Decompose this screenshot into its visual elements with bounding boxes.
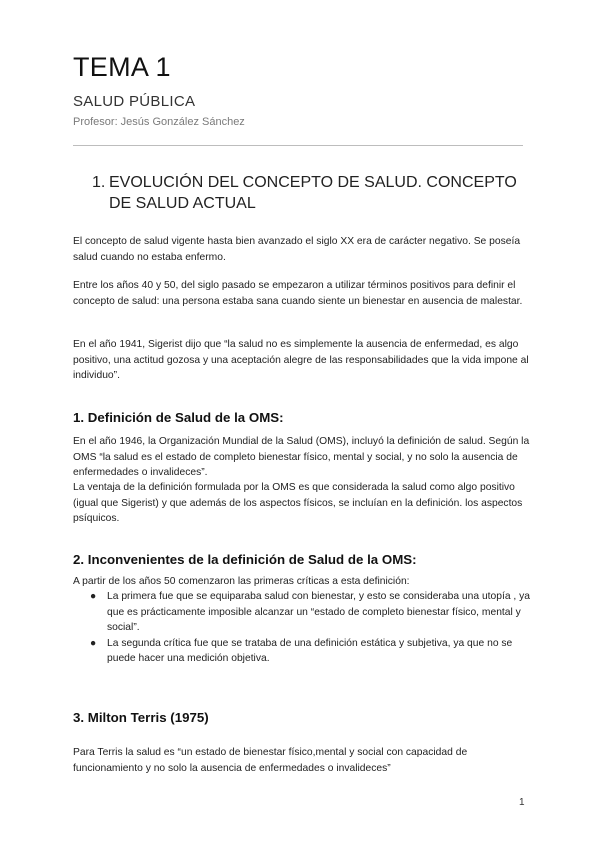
section-heading xyxy=(92,172,542,214)
criticism-list xyxy=(73,589,535,667)
oms-definition-paragraph-2: La ventaja de la definición formulada por la OMS es que considerada la salud como algo positivo (igual que Sigerist) y que además de los aspectos físicos, se incluían en la definición. los aspectos psíquicos. xyxy=(73,482,523,524)
intro-paragraph-3: En el año 1941, Sigerist dijo que “la salud no es simplemente la ausencia de enfermedad, es algo positivo, una actitud gozosa y una aceptación alegre de las responsabilidades que la vida impone al individuo”. xyxy=(73,339,529,381)
page-subtitle: SALUD PÚBLICA xyxy=(73,93,196,110)
header-divider xyxy=(73,145,523,146)
terris-heading: 3. Milton Terris (1975) xyxy=(73,710,209,725)
list-item xyxy=(73,636,535,667)
oms-drawbacks-intro: A partir de los años 50 comenzaron las primeras críticas a esta definición: xyxy=(73,576,410,587)
terris-paragraph: Para Terris la salud es “un estado de bienestar físico,mental y social con capacidad de funcionamiento y no solo la ausencia de enfermedades o invalideces” xyxy=(73,747,468,774)
list-item-text: La primera fue que se equiparaba salud con bienestar, y esto se consideraba una utopía , ya que es prácticamente imposible alcanzar un “estado de completo bienestar físico, mental y social”. xyxy=(107,591,531,633)
oms-definition-paragraph-1: En el año 1946, la Organización Mundial de la Salud (OMS), incluyó la definición de salud. Según la OMS “la salud es el estado de completo bienestar físico, mental y social, y no solo la ausencia de enfermedades o invalideces”. xyxy=(73,436,530,478)
intro-paragraph-1: El concepto de salud vigente hasta bien avanzado el siglo XX era de carácter negativo. Se poseía salud cuando no estaba enfermo. xyxy=(73,236,521,263)
section-title: EVOLUCIÓN DEL CONCEPTO DE SALUD. CONCEPTO DE SALUD ACTUAL xyxy=(109,174,517,212)
professor-line: Profesor: Jesús González Sánchez xyxy=(73,116,245,128)
page-title: TEMA 1 xyxy=(73,52,171,82)
section-number: 1. xyxy=(92,174,106,191)
list-item-text: La segunda crítica fue que se trataba de una definición estática y subjetiva, ya que no se puede hacer una medición objetiva. xyxy=(107,637,513,664)
list-item xyxy=(73,589,535,636)
intro-paragraph-2: Entre los años 40 y 50, del siglo pasado se empezaron a utilizar términos positivos para definir el concepto de salud: una persona estaba sana cuando siente un bienestar en ausencia de malestar. xyxy=(73,280,523,307)
bullet-icon: ● xyxy=(90,591,97,602)
page-number: 1 xyxy=(519,797,525,808)
oms-drawbacks-heading: 2. Inconvenientes de la definición de Salud de la OMS: xyxy=(73,552,417,567)
bullet-icon: ● xyxy=(90,637,97,649)
oms-definition-heading: 1. Definición de Salud de la OMS: xyxy=(73,410,284,425)
